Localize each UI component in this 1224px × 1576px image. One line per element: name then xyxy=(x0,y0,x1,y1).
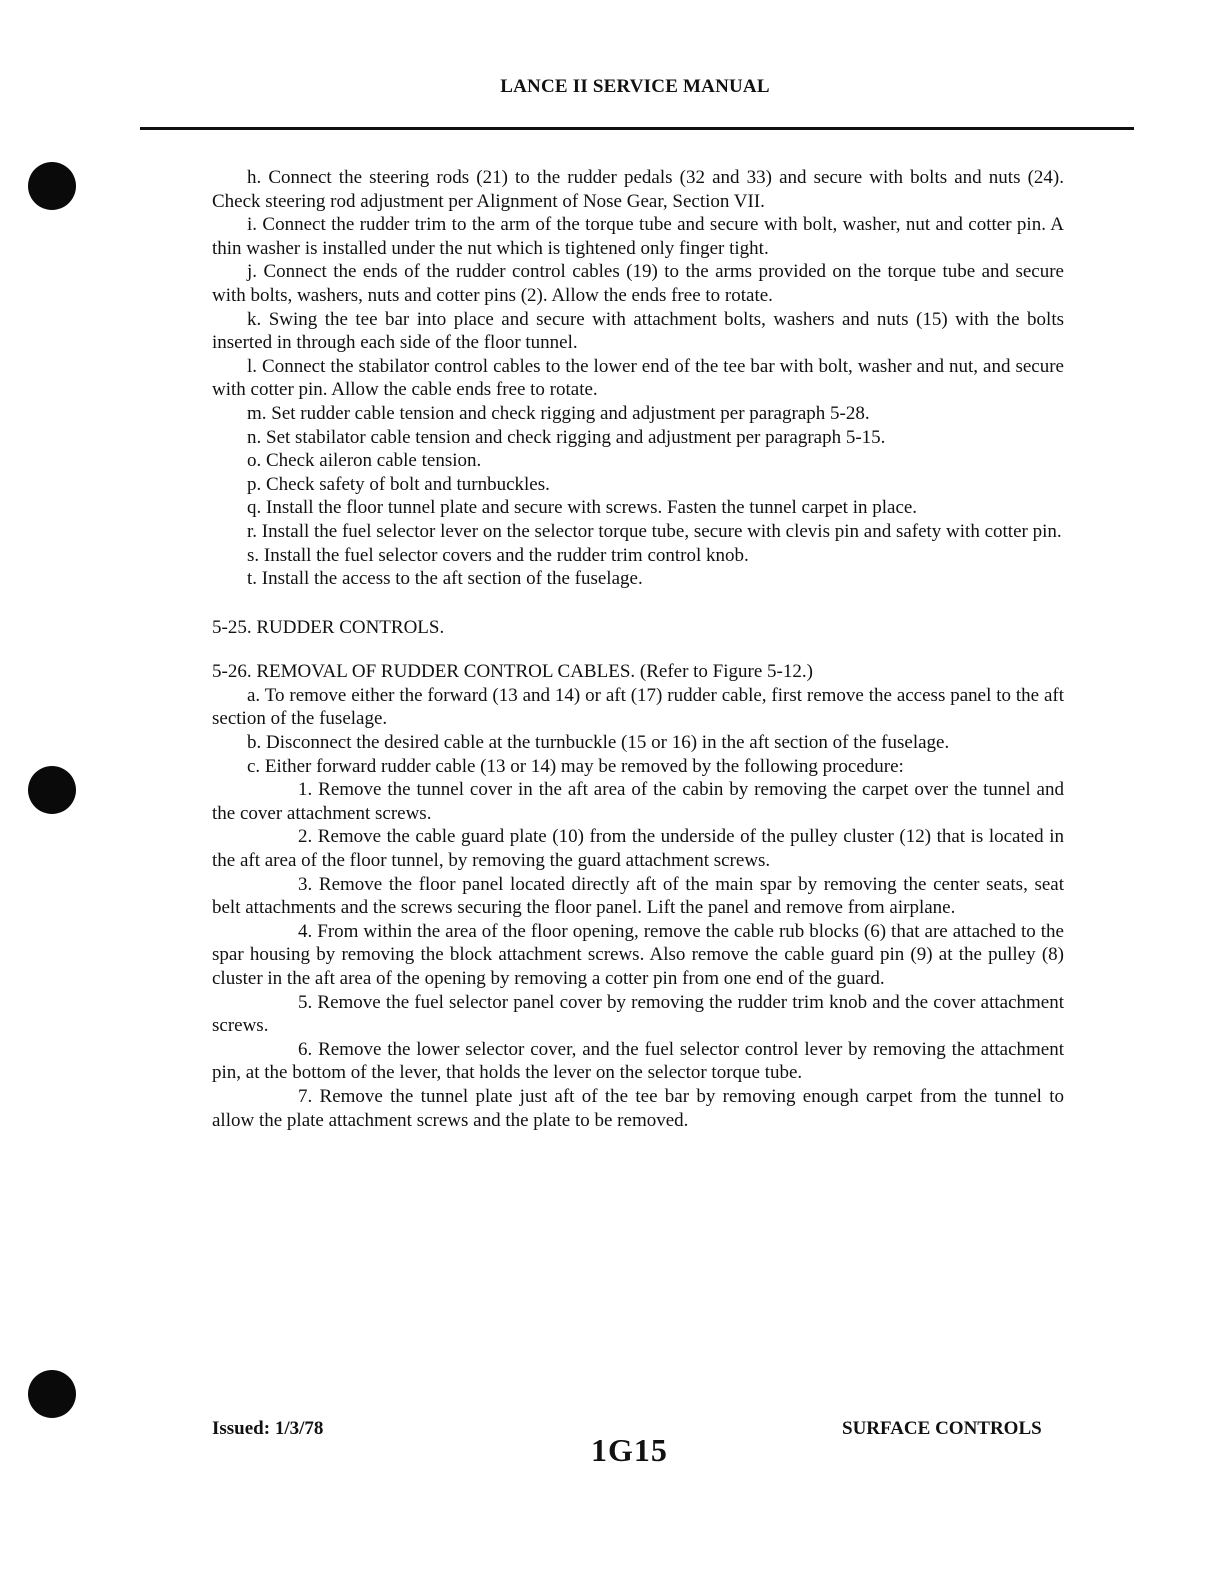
step-m: m. Set rudder cable tension and check rigging and adjustment per paragraph 5-28. xyxy=(247,402,870,424)
header-rule xyxy=(140,127,1134,130)
step-n: n. Set stabilator cable tension and check rigging and adjustment per paragraph 5-15. xyxy=(247,426,886,448)
binder-hole xyxy=(28,1370,76,1418)
step-j: j. Connect the ends of the rudder control cables (19) to the arms provided on the torque tube and secure with bolts, washers, nuts and cotter pins (2). Allow the ends free to rotate. xyxy=(212,261,1064,306)
step-b: b. Disconnect the desired cable at the turnbuckle (15 or 16) in the aft section of the fuselage. xyxy=(247,732,950,754)
step-q: q. Install the floor tunnel plate and secure with screws. Fasten the tunnel carpet in place. xyxy=(247,497,918,519)
section-heading-5-26: 5-26. REMOVAL OF RUDDER CONTROL CABLES. (Refer to Figure 5-12.) xyxy=(212,661,813,683)
issued-date: Issued: 1/3/78 xyxy=(212,1418,324,1439)
step-c: c. Either forward rudder cable (13 or 14) may be removed by the following procedure: xyxy=(247,755,904,777)
step-t: t. Install the access to the aft section of the fuselage. xyxy=(247,568,643,590)
binder-hole xyxy=(28,766,76,814)
substep-5: 5. Remove the fuel selector panel cover by removing the rudder trim knob and the cover attachment screws. xyxy=(212,991,1064,1037)
step-i: i. Connect the rudder trim to the arm of the torque tube and secure with bolt, washer, nut and cotter pin. A thin washer is installed under the nut which is tightened only finger tight. xyxy=(212,214,1064,259)
footer-section: SURFACE CONTROLS xyxy=(842,1418,1042,1439)
step-h: h. Connect the steering rods (21) to the rudder pedals (32 and 33) and secure with bolts and nuts (24). Check steering rod adjustment per Alignment of Nose Gear, Section VII. xyxy=(212,167,1064,212)
step-s: s. Install the fuel selector covers and the rudder trim control knob. xyxy=(247,544,749,566)
step-p: p. Check safety of bolt and turnbuckles. xyxy=(247,473,550,495)
step-r: r. Install the fuel selector lever on the selector torque tube, secure with clevis pin and safety with cotter pin. xyxy=(247,520,1062,542)
binder-hole xyxy=(28,162,76,210)
substep-7: 7. Remove the tunnel plate just aft of the tee bar by removing enough carpet from the tunnel to allow the plate attachment screws and the plate to be removed. xyxy=(212,1085,1064,1131)
step-a: a. To remove either the forward (13 and 14) or aft (17) rudder cable, first remove the access panel to the aft section of the fuselage. xyxy=(212,684,1064,730)
step-o: o. Check aileron cable tension. xyxy=(247,450,482,472)
substep-3: 3. Remove the floor panel located directly aft of the main spar by removing the center seats, seat belt attachments and the screws securing the floor panel. Lift the panel and remove from airplane. xyxy=(212,873,1064,919)
substep-1: 1. Remove the tunnel cover in the aft area of the cabin by removing the carpet over the tunnel and the cover attachment screws. xyxy=(212,779,1064,824)
step-k: k. Swing the tee bar into place and secure with attachment bolts, washers and nuts (15) with the bolts inserted in through each side of the floor tunnel. xyxy=(212,308,1064,354)
page-header-title: LANCE II SERVICE MANUAL xyxy=(500,76,770,97)
page-number: 1G15 xyxy=(591,1432,668,1468)
section-heading-5-25: 5-25. RUDDER CONTROLS. xyxy=(212,616,445,638)
substep-6: 6. Remove the lower selector cover, and the fuel selector control lever by removing the attachment pin, at the bottom of the lever, that holds the lever on the selector torque tube. xyxy=(212,1038,1064,1084)
substep-2: 2. Remove the cable guard plate (10) from the underside of the pulley cluster (12) that is located in the aft area of the floor tunnel, by removing the guard attachment screws. xyxy=(212,826,1064,872)
step-l: l. Connect the stabilator control cables to the lower end of the tee bar with bolt, washer and nut, and secure with cotter pin. Allow the cable ends free to rotate. xyxy=(212,355,1064,401)
manual-body xyxy=(212,166,1064,1132)
substep-4: 4. From within the area of the floor opening, remove the cable rub blocks (6) that are attached to the spar housing by removing the block attachment screws. Also remove the cable guard pin (9) at the pulley (8) cluster in the aft area of the opening by removing a cotter pin from one end of the guard. xyxy=(212,920,1064,989)
